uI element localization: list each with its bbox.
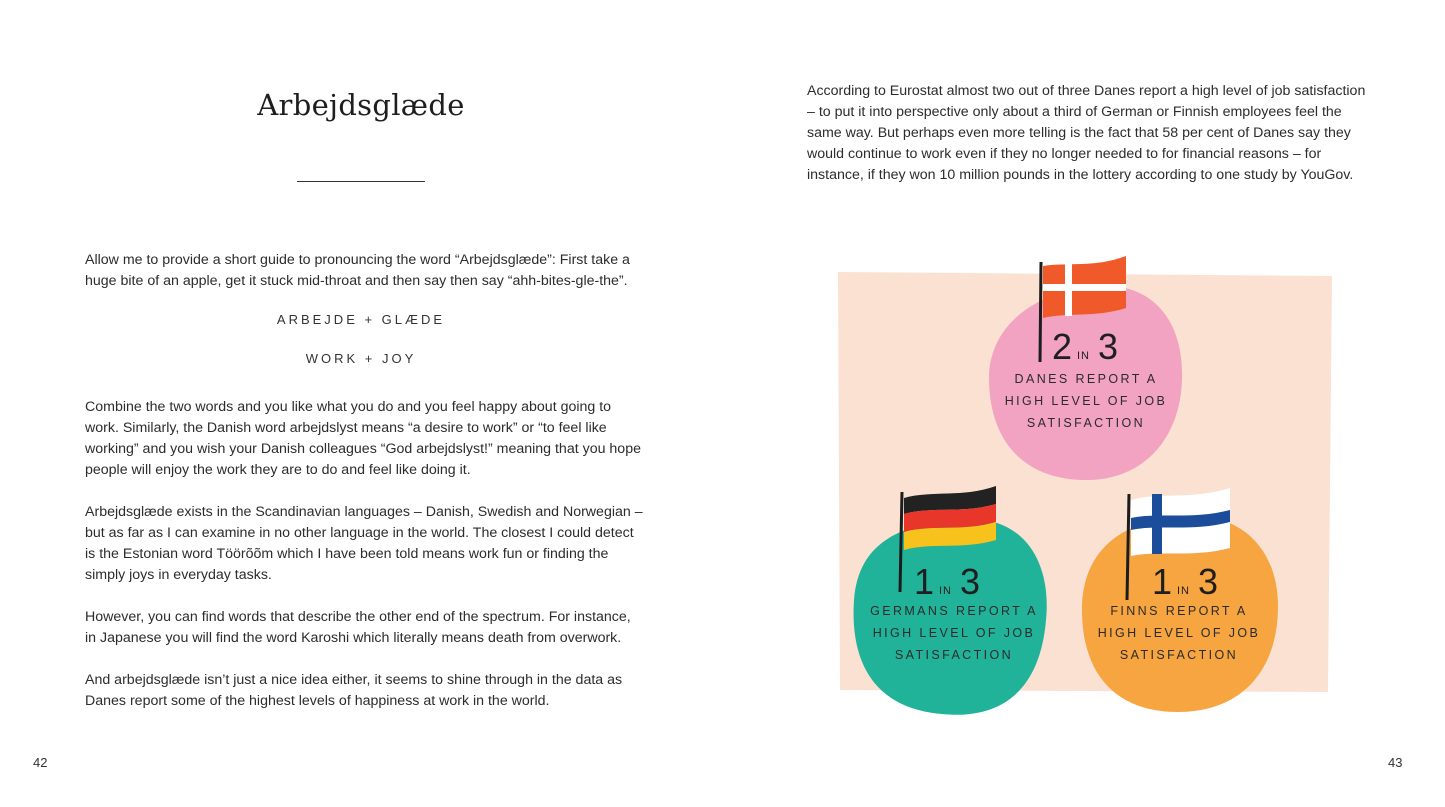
finns-denominator: 3 <box>1198 561 1219 602</box>
danes-denominator: 3 <box>1098 326 1119 367</box>
page-title: Arbejdsglæde <box>257 88 465 122</box>
germans-denominator: 3 <box>960 561 981 602</box>
right-page <box>722 0 1445 807</box>
germans-numerator: 1 <box>914 561 935 602</box>
germans-line-3: SATISFACTION <box>894 648 1014 662</box>
danes-in: IN <box>1077 350 1090 362</box>
formula-danish: ARBEJDE + GLÆDE <box>276 312 446 327</box>
formula-english: WORK + JOY <box>305 351 417 366</box>
left-page <box>0 0 722 807</box>
page-number-left: 42 <box>33 755 48 770</box>
paragraph-2: Arbejdsglæde exists in the Scandinavian languages – Danish, Swedish and Norwegian – but as far as I can examine in no other language in the world. The closest I could detect is the Estonian word Töörõõm which I have been told means work fun or finding the simply joys in everyday tasks. <box>85 504 643 583</box>
finns-line-1: FINNS REPORT A <box>1110 604 1248 618</box>
paragraph-3: However, you can find words that describe the other end of the spectrum. For instance, in Japanese you will find the word Karoshi which literally means death from overwork. <box>85 609 631 646</box>
intro-paragraph: Allow me to provide a short guide to pronouncing the word “Arbejdsglæde”: First take a huge bite of an apple, get it stuck mid-throat and then say then say “ahh-bites-gle-the”. <box>85 252 630 289</box>
finns-in: IN <box>1177 585 1190 597</box>
paragraph-4: And arbejdsglæde isn’t just a nice idea either, it seems to shine through in the data as Danes report some of the highest levels of happiness at work in the world. <box>85 672 623 709</box>
title-divider <box>297 181 425 182</box>
danes-line-1: DANES REPORT A <box>1014 372 1158 386</box>
paragraph-1: Combine the two words and you like what you do and you feel happy about going to work. Similarly, the Danish word arbejdslyst means “a desire to work” or “to feel like working” and you wish your Danish colleagues “God arbejdslyst!” meaning that you hope people will enjoy the work they are to do and feel like doing it. <box>85 399 641 478</box>
finns-numerator: 1 <box>1152 561 1173 602</box>
finns-line-2: HIGH LEVEL OF JOB <box>1097 626 1261 640</box>
page-number-right: 43 <box>1388 755 1403 770</box>
danes-line-3: SATISFACTION <box>1026 416 1146 430</box>
germans-in: IN <box>939 585 952 597</box>
job-satisfaction-illustration <box>722 0 1445 807</box>
finns-line-3: SATISFACTION <box>1119 648 1239 662</box>
danes-line-2: HIGH LEVEL OF JOB <box>1004 394 1168 408</box>
germans-line-1: GERMANS REPORT A <box>870 604 1038 618</box>
germans-line-2: HIGH LEVEL OF JOB <box>872 626 1036 640</box>
eurostat-paragraph: According to Eurostat almost two out of three Danes report a high level of job satisfaction – to put it into perspective only about a third of German or Finnish employees feel the same way. But perhaps even more telling is the fact that 58 per cent of Danes say they would continue to work even if they no longer needed to for financial reasons – for instance, if they won 10 million pounds in the lottery according to one study by YouGov. <box>807 83 1366 183</box>
danes-numerator: 2 <box>1052 326 1073 367</box>
